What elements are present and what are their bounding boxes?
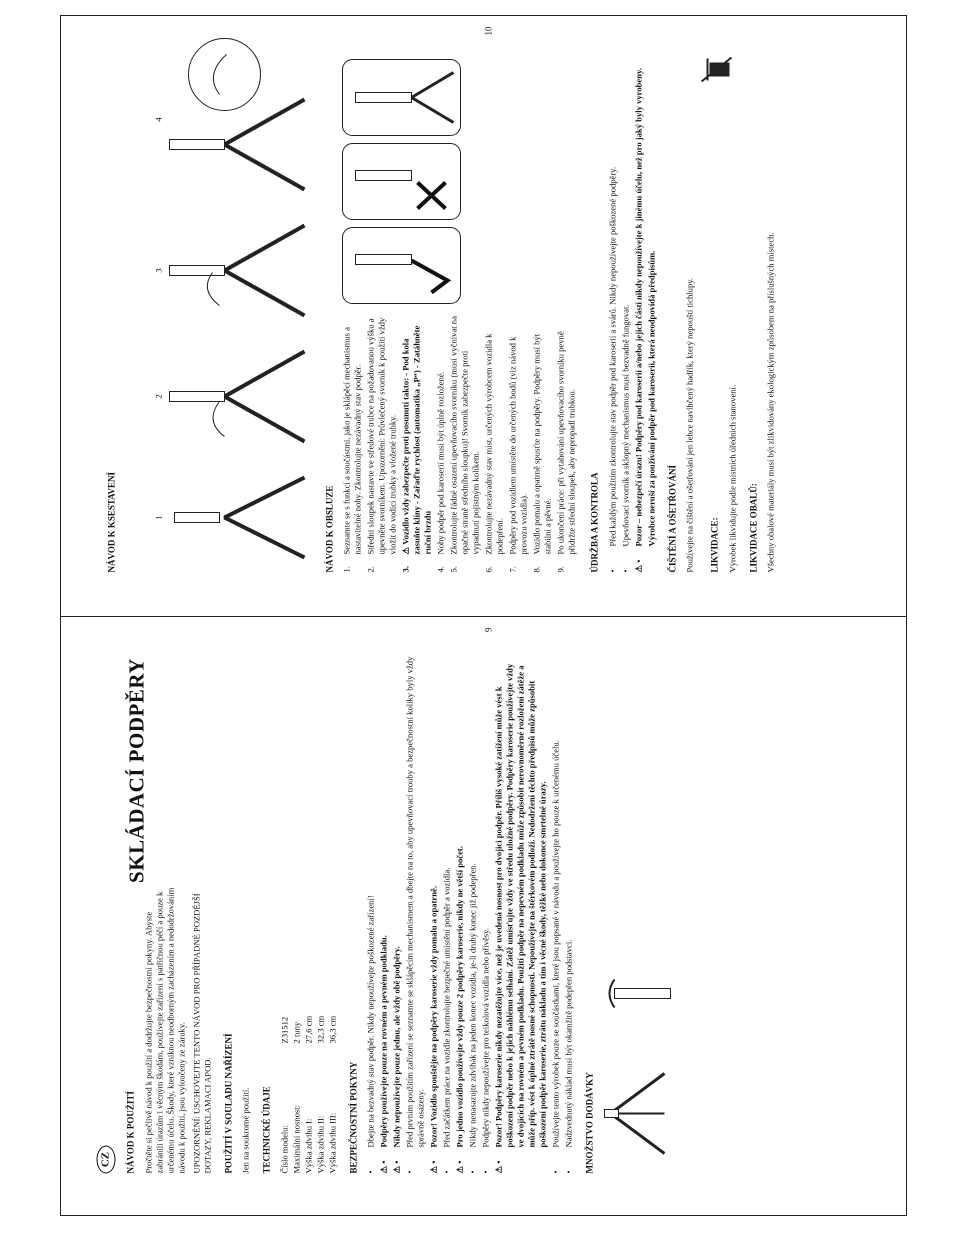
spec-value: 32,3 cm bbox=[315, 1015, 326, 1044]
list-item: 5. Zkontrolujte řádné osazení upevňovacího svorníku (musí vyčnívat na opačné straně středního sloupku)! Svorník zabezpečte proti vypadnutí pojistným kolíkem. bbox=[448, 316, 481, 573]
list-item: • Nadzvednutý náklad musí být okamžitě podepřen podstavci. bbox=[563, 939, 574, 1174]
list-item: ⚠ • Pozor! Podpěry karoserie nikdy nezatěžujte více, než je uvedená nosnost pro dvojici podpěr. Příliš vysoké zatížení může vést k poškození podpěr nebo k jejich náhlému selhání. Zátěž umísťujte vždy ve středu uložné podpěry. Podpěry karoserie používejte vždy ve dvojicích na rovném a pevném podkladu. Použití podpěr na nepevném podkladu může způsobit nerovnoměrné rozložení zátěže a může příp. vést k úplné ztrátě nosné schopnosti. Nepoužívejte na štěrkovém podloží. Nedodržení těchto předpisů může způsobit poškození podpěr karoserie, ztrátu nákladu a tím i věcné škody, těžké nebo dokonce smrtelné úrazy. bbox=[493, 663, 548, 1174]
stand-detail-image bbox=[342, 59, 462, 137]
spec-label: Maximální nosnost: bbox=[291, 1104, 302, 1174]
operation-list bbox=[342, 315, 580, 573]
spec-value: 2 tuny bbox=[291, 1021, 302, 1044]
page-9 bbox=[61, 617, 906, 1215]
stand-step-image bbox=[164, 463, 314, 573]
assembly-illustrations bbox=[124, 55, 314, 573]
stand-step-image bbox=[164, 211, 314, 331]
operation-heading: NÁVOD K OBSLUZE bbox=[324, 485, 335, 573]
use-heading: POUŽITÍ V SOULADU NAŘÍZENÍ bbox=[223, 1033, 234, 1174]
safety-heading: BEZPEČNOSTNÍ POKYNY bbox=[348, 1061, 359, 1174]
assembly-step-1: 1 bbox=[153, 463, 314, 573]
language-badge: CZ bbox=[97, 1146, 116, 1174]
packaging-heading: LIKVIDACE OBALŮ: bbox=[748, 483, 759, 573]
packaging-text: Všechny obalové materiály musí být zlikvidovány ekologickým způsobem na příslušných místech. bbox=[765, 232, 776, 573]
maint-list bbox=[607, 55, 657, 573]
nav-warning: UPOZORNĚNÍ: USCHOVEJTE TENTO NÁVOD PRO PŘÍPADNÉ POZDĚJŠÍ DOTAZY, REKLAMACI APOD. bbox=[191, 893, 213, 1174]
maint-heading: ÚDRŽBA A KONTROLA bbox=[589, 472, 600, 573]
clean-heading: ČIŠTĚNÍ A OŠETŘOVÁNÍ bbox=[667, 464, 678, 573]
list-item: ⚠ • Pozor! Vozidlo spouštějte na podpěry karoserie vždy pomalu a opatrně. bbox=[428, 886, 439, 1174]
list-item: ⚠ • Pozor – nebezpečí úrazu! Podpěry pod karoserií a/nebo jejich části nikdy nepoužívejte k jinému účelu, než pro jaký byly vyrobeny. bbox=[633, 68, 644, 573]
list-item: ⚠ • Podpěry používejte pouze na rovném a pevném podkladu. bbox=[378, 935, 389, 1174]
recycle-bin-icon bbox=[700, 55, 734, 85]
list-item: 2. Středni sloupek nastavte ve středové trubce na požadovanou výšku a upevněte svorníkem. Upozornění: Průvlečený svorník k použití vždy vložit do vodicí trubky a vložené trubky. bbox=[365, 317, 398, 573]
stand-step-image bbox=[164, 35, 314, 205]
stand-base-image bbox=[602, 1054, 672, 1174]
nav-heading: NÁVOD K POUŽITÍ bbox=[125, 1091, 136, 1174]
delivery-heading: MNOŽSTVO DODÁVKY bbox=[584, 1072, 595, 1174]
delivery-illustration bbox=[602, 656, 672, 1174]
assembly-step-3: 3 bbox=[153, 211, 314, 331]
list-item: 7. Podpěry pod vozidlem umístěte do určených bodů (viz návod k provozu vozidla). bbox=[507, 336, 529, 573]
checkmark-icon bbox=[342, 227, 462, 305]
assembly-step-4: 4 bbox=[153, 35, 314, 205]
use-text: Jen na soukromé použití. bbox=[240, 1087, 251, 1174]
page-number: 9 bbox=[483, 627, 493, 632]
list-item: • Upevňovací svorník a sklopný mechanismus musí bezvadně fungovat. bbox=[620, 304, 631, 573]
list-item: • Před prvním použitím zařízení se seznamte se sklápěcím mechanismem a dbejte na to, aby upevňovací trouby a bezpečnostní kolíky byly vždy správně osazeny. bbox=[404, 656, 426, 1174]
spec-value: 27,6 cm bbox=[303, 1015, 314, 1044]
list-item: 9. Po ukončení práce: při vytahování upevňovacího svorníku pevně přidržte střední sloupek, aby nepropadl trubkou. bbox=[555, 331, 577, 573]
clean-text: Používejte na čištění a ošetřování jen lehce navlhčený hadřík, který nepouští tichlupy. bbox=[684, 277, 695, 573]
spec-label: Výška zdvihu III: bbox=[327, 1112, 338, 1174]
list-item: ⚠ • Pro jedno vozidlo používejte vždy pouze 2 podpěry karoserie, nikdy ne větší počet. bbox=[454, 846, 465, 1174]
spec-value: Z31512 bbox=[279, 1016, 290, 1044]
disposal-text: Výrobek likvidujte podle místních úředních stanovení. bbox=[727, 384, 738, 573]
list-item: 4. Nohy podpěr pod karoserií musí být úplně rozložené. bbox=[435, 371, 446, 573]
list-item: ⚠ • Nikdy nepoužívejte pouze jednu, ale vždy obě podpěry. bbox=[391, 946, 402, 1174]
page-10 bbox=[61, 16, 906, 614]
list-item: Výrobce neruší za používání podpěr pod karoserii, která neodpovídá předpisům. bbox=[646, 250, 657, 547]
list-item: 6. Zkontrolujte nezávadný stav míst, určených výrobcem vozidla k podepření. bbox=[483, 333, 505, 573]
list-item: 3. ⚠ Vozidlo vždy zabezpečte proti posunutí takto: - Pod kola zasuňte klíny - Zařaďte rychlost (automatika „P“) - Zatáhněte ruční brzdu bbox=[400, 325, 433, 573]
list-item: • Používejte tento výrobek pouze se součástkami, které jsou popsané v návodu a používejte ho pouze k určenému účelu. bbox=[550, 740, 561, 1174]
list-item: • Nikdy nenasazujte zdvihák na jeden konec vozidla, je-li druhý konec již podepřen. bbox=[467, 863, 478, 1174]
page-title: SKLÁDACÍ PODPĚRY bbox=[124, 658, 149, 883]
spec-label: Výška zdvihu II: bbox=[315, 1115, 326, 1174]
list-item: • Před každým použitím zkontrolujte stav podpěr pod karoserií a svárů. Nikdy nepoužívejte poškozené podpěry. bbox=[607, 166, 618, 573]
nav-text: Pročtěte si pečlivě návod k použití a dodržujte bezpečnostní pokyny. Abyste zabránili úrazům i věcným škodám, používejte zařízení s patřičnou péčí a pouze k určenému účelu. Škody, které vzniknou neodborným zacházením a nedodržováním návodu k použití, jsou vyloučeny ze záruky. bbox=[143, 887, 187, 1174]
center-post-image bbox=[602, 974, 672, 1014]
spec-label: Číslo modelu: bbox=[279, 1125, 290, 1174]
tech-spec-table bbox=[279, 886, 338, 1174]
cross-icon bbox=[342, 143, 462, 221]
list-item: • Podpěry nikdy nepoužívejte pro teikolová vozidla nebo přívěsy. bbox=[480, 928, 491, 1174]
assembly-step-2: 2 bbox=[153, 337, 314, 457]
disposal-heading: LIKVIDACE: bbox=[709, 517, 720, 573]
tech-heading: TECHNICKÉ ÚDAJE bbox=[261, 1086, 272, 1174]
spec-value: 36,3 cm bbox=[327, 1015, 338, 1044]
safety-list bbox=[366, 656, 575, 1174]
page-number: 10 bbox=[483, 26, 493, 36]
list-item: • Před začátkem práce na vozidle zkontrolujte bezpečné umístění podpěr a vozidla. bbox=[441, 867, 452, 1174]
correct-incorrect-images bbox=[342, 55, 580, 305]
list-item: • Dbejte na bezvadný stav podpěr. Nikdy nepoužívejte poškozené zařízení! bbox=[365, 895, 376, 1174]
list-item: 1. Seznamte se s funkcí a součástmi, jako je sklápěcí mechanismus a nastavitelné nohy. Zkontrolujte nezávadný stav podpěr. bbox=[341, 327, 363, 573]
stand-step-image bbox=[164, 337, 314, 457]
assembly-heading: NÁVOD K KSESTAVENÍ bbox=[106, 471, 117, 573]
list-item: 8. Vozidlo pomalu a opatrně spusťte na podpěry. Podpěry musí být stabilní a pěvné. bbox=[531, 333, 553, 573]
spec-label: Výška zdvihu I: bbox=[303, 1118, 314, 1174]
